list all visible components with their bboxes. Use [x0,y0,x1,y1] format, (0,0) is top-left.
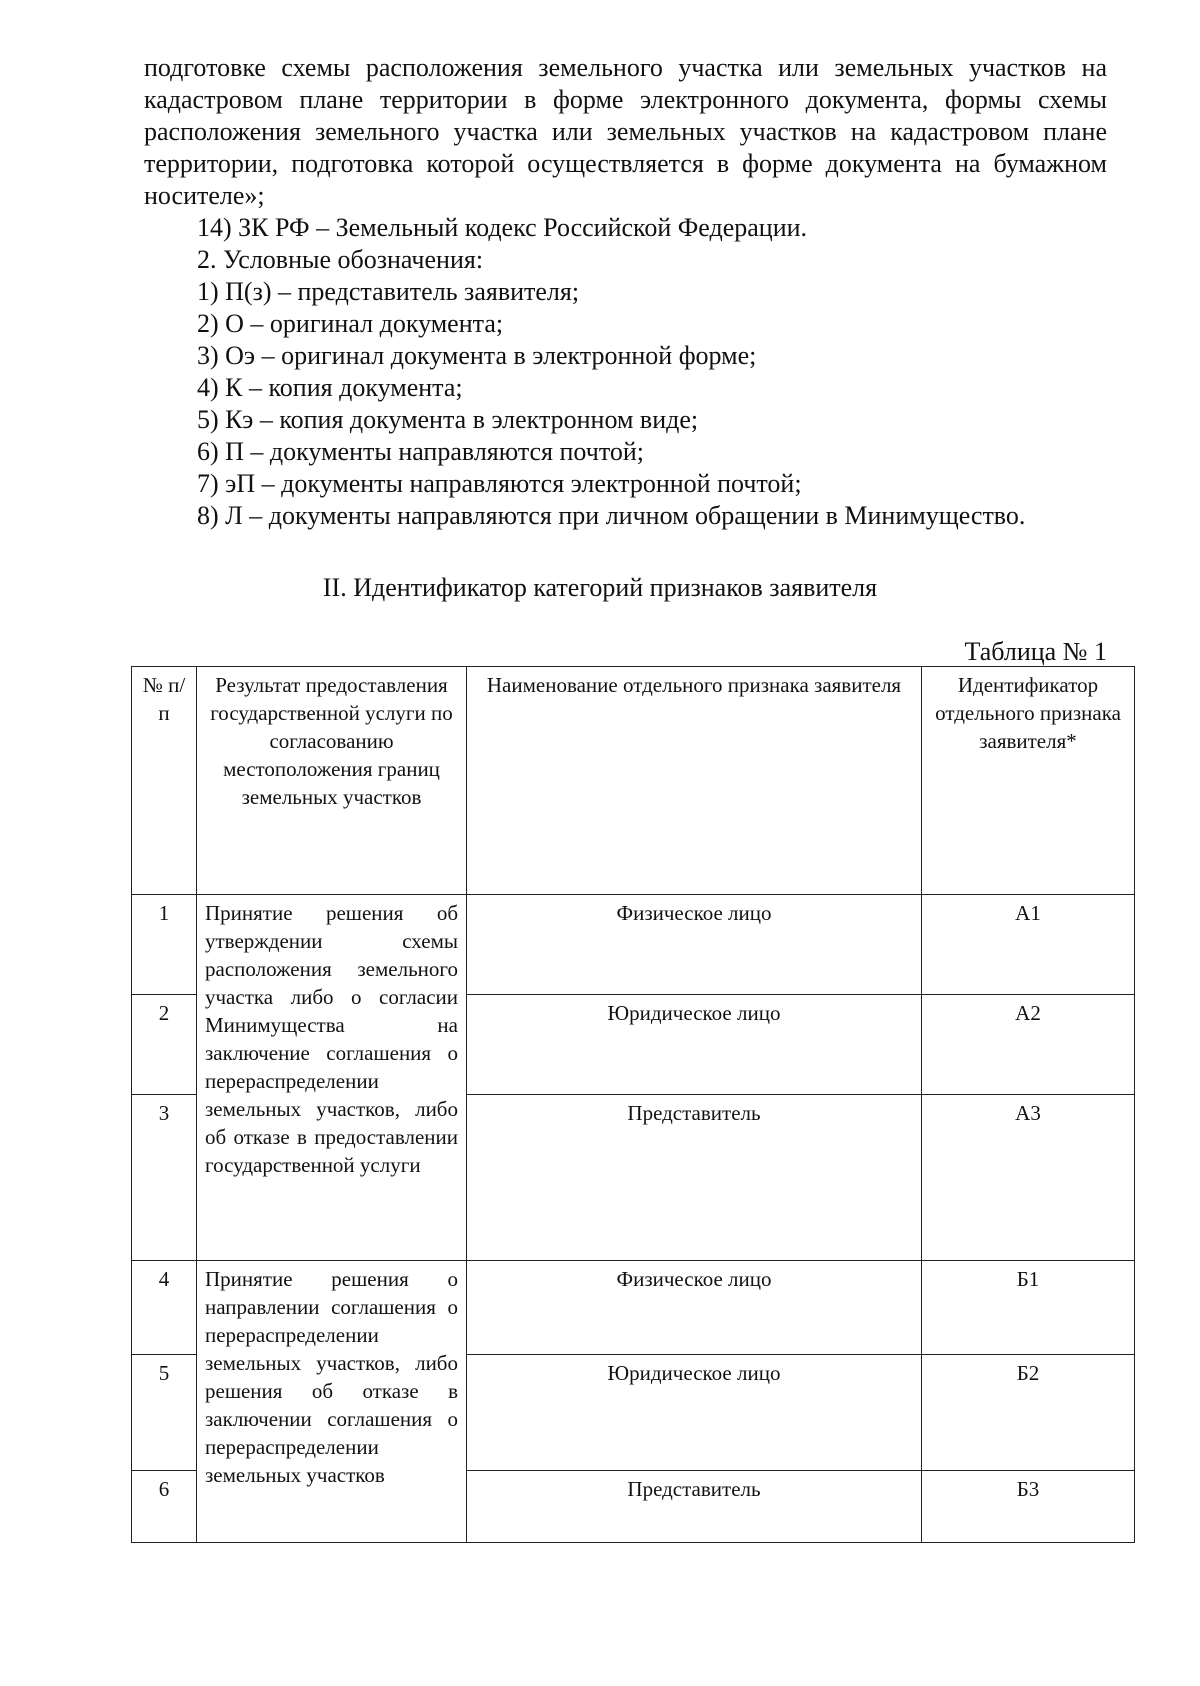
row-name: Физическое лицо [467,895,922,995]
row-num: 5 [132,1355,197,1471]
row-ident: А2 [922,995,1135,1095]
group-result: Принятие решения о направлении соглашения о перераспределении земельных участков, либо решения об отказе в заключении соглашения о перераспределении земельных участков [197,1261,467,1543]
row-num: 6 [132,1471,197,1543]
header-num: № п/п [132,667,197,895]
list-item-legend-6: 6) П – документы направляются почтой; [197,437,644,466]
table-header-row [132,667,1135,895]
row-name: Юридическое лицо [467,995,922,1095]
section-title: II. Идентификатор категорий признаков заявителя [322,573,878,602]
list-item-legend-2: 2) О – оригинал документа; [197,309,504,338]
table-row [132,895,1135,995]
list-item-abbreviation-zk: 14) ЗК РФ – Земельный кодекс Российской Федерации. [197,213,808,242]
header-result: Результат предоставления государственной услуги по согласованию местоположения границ земельных участков [197,667,467,895]
row-name: Представитель [467,1095,922,1261]
row-num: 2 [132,995,197,1095]
applicant-category-table [131,666,1135,1543]
list-item-legend-8: 8) Л – документы направляются при личном обращении в Минимущество. [197,501,1026,530]
row-ident: Б2 [922,1355,1135,1471]
list-item-heading-legend: 2. Условные обозначения: [197,245,484,274]
row-ident: Б1 [922,1261,1135,1355]
header-name: Наименование отдельного признака заявителя [467,667,922,895]
row-num: 4 [132,1261,197,1355]
table-caption: Таблица № 1 [964,637,1107,666]
intro-paragraph: подготовке схемы расположения земельного участка или земельных участков на кадастровом плане территории в форме электронного документа, формы схемы расположения земельного участка или земельных участков на кадастровом плане территории, подготовка которой осуществляется в форме документа на бумажном носителе»; [144,53,1107,210]
list-item-legend-3: 3) Оэ – оригинал документа в электронной форме; [197,341,757,370]
list-item-legend-7: 7) эП – документы направляются электронной почтой; [197,469,802,498]
row-name: Физическое лицо [467,1261,922,1355]
group-result: Принятие решения об утверждении схемы расположения земельного участка либо о согласии Минимущества на заключение соглашения о перераспределении земельных участков, либо об отказе в предоставлении государственной услуги [197,895,467,1261]
header-ident: Идентификатор отдельного признака заявителя* [922,667,1135,895]
list-item-legend-4: 4) К – копия документа; [197,373,463,402]
row-num: 1 [132,895,197,995]
row-num: 3 [132,1095,197,1261]
row-ident: А3 [922,1095,1135,1261]
list-item-legend-5: 5) Кэ – копия документа в электронном виде; [197,405,699,434]
table-row [132,1261,1135,1355]
row-name: Представитель [467,1471,922,1543]
row-ident: Б3 [922,1471,1135,1543]
list-item-legend-1: 1) П(з) – представитель заявителя; [197,277,580,306]
row-ident: А1 [922,895,1135,995]
row-name: Юридическое лицо [467,1355,922,1471]
